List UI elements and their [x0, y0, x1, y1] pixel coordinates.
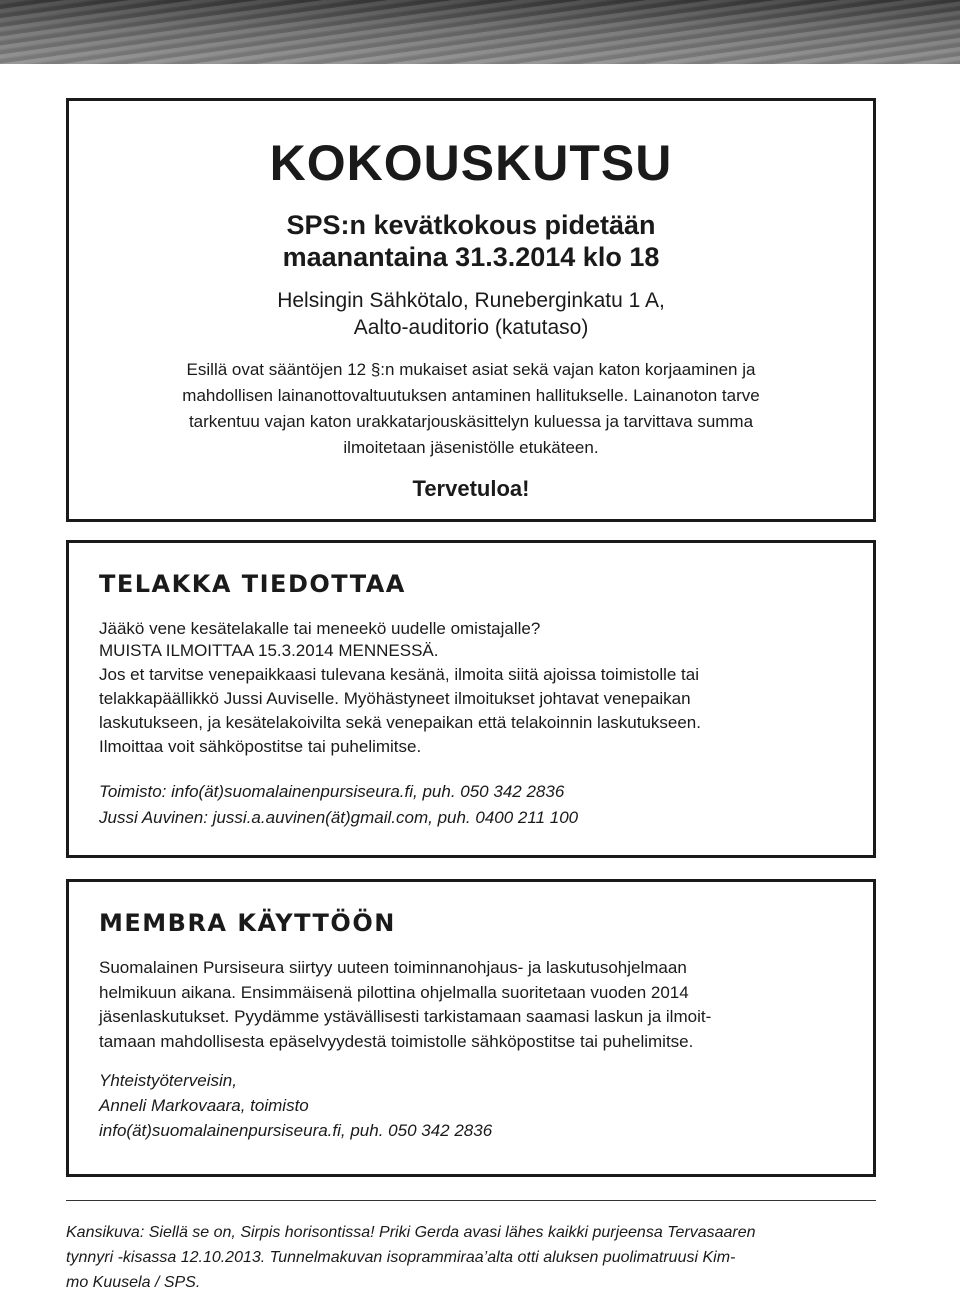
telakka-line: Jos et tarvitse venepaikkaasi tulevana kesänä, ilmoita siitä ajoissa toimistolle tai — [99, 665, 700, 684]
cover-caption — [66, 1220, 878, 1295]
agenda-line: mahdollisen lainanottovaltuutuksen antaminen hallitukselle. Lainanoton tarve — [182, 386, 760, 405]
membra-line: helmikuun aikana. Ensimmäisenä pilottina ohjelmalla suoritetaan vuoden 2014 — [99, 982, 689, 1002]
agenda-line: tarkentuu vajan katon urakkatarjouskäsittelyn kuluessa ja tarvittava summa — [188, 412, 754, 431]
meeting-date-line-1: SPS:n kevätkokous pidetään — [286, 210, 656, 240]
telakka-contacts — [99, 779, 843, 831]
caption-line: tynnyri -kisassa 12.10.2013. Tunnelmakuvan isoprammiraa’alta otti aluksen puolimatruusi Kim- — [66, 1249, 736, 1266]
membra-signature — [99, 1068, 843, 1143]
membra-line: jäsenlaskutukset. Pyydämme ystävällisesti tarkistamaan saamasi laskun ja ilmoit- — [99, 1007, 712, 1026]
membra-notice-box — [66, 879, 876, 1177]
meeting-agenda-text — [99, 357, 843, 461]
cover-photo-strip — [0, 0, 960, 64]
caption-divider — [66, 1200, 876, 1201]
office-contact: Toimisto: info(ät)suomalainenpursiseura.fi, puh. 050 342 2836 — [99, 782, 565, 801]
signature-line: info(ät)suomalainenpursiseura.fi, puh. 050 342 2836 — [99, 1121, 493, 1140]
telakka-body — [99, 639, 843, 759]
membra-body — [99, 956, 843, 1054]
meeting-invitation-box — [66, 98, 876, 522]
telakka-line: MUISTA ILMOITTAA 15.3.2014 MENNESSÄ. — [99, 641, 439, 660]
agenda-line: Esillä ovat sääntöjen 12 §:n mukaiset asiat sekä vajan katon korjaaminen ja — [186, 360, 756, 379]
telakka-line: telakkapäällikkö Jussi Auviselle. Myöhästyneet ilmoitukset johtavat venepaikan — [99, 689, 691, 708]
signature-line: Anneli Markovaara, toimisto — [99, 1096, 309, 1115]
caption-line: mo Kuusela / SPS. — [66, 1274, 201, 1291]
telakka-line: laskutukseen, ja kesätelakoivilta sekä venepaikan että telakoinnin laskutukseen. — [99, 713, 701, 732]
page-title: KOKOUSKUTSU — [269, 135, 673, 191]
telakka-heading: TELAKKA TIEDOTTAA — [99, 570, 406, 598]
meeting-date-heading — [69, 209, 873, 273]
membra-heading: MEMBRA KÄYTTÖÖN — [99, 909, 396, 937]
telakka-notice-box — [66, 540, 876, 858]
meeting-date-line-2: maanantaina 31.3.2014 klo 18 — [282, 242, 660, 272]
welcome-text: Tervetuloa! — [412, 476, 530, 501]
telakka-question: Jääkö vene kesätelakalle tai meneekö uudelle omistajalle? — [99, 619, 541, 638]
jussi-contact: Jussi Auvinen: jussi.a.auvinen(ät)gmail.com, puh. 0400 211 100 — [99, 808, 579, 827]
signature-line: Yhteistyöterveisin, — [99, 1071, 237, 1090]
meeting-venue — [69, 287, 873, 341]
telakka-line: Ilmoittaa voit sähköpostitse tai puhelimitse. — [99, 737, 422, 756]
membra-line: tamaan mahdollisesta epäselvyydestä toimistolle sähköpostitse tai puhelimitse. — [99, 1031, 694, 1051]
venue-line-2: Aalto-auditorio (katutaso) — [353, 316, 589, 339]
agenda-line: ilmoitetaan jäsenistölle etukäteen. — [343, 438, 599, 457]
membra-line: Suomalainen Pursiseura siirtyy uuteen toiminnanohjaus- ja laskutusohjelmaan — [99, 958, 687, 977]
venue-line-1: Helsingin Sähkötalo, Runeberginkatu 1 A, — [277, 289, 665, 312]
caption-line: Kansikuva: Siellä se on, Sirpis horisontissa! Priki Gerda avasi lähes kaikki purjeensa Tervasaaren — [66, 1224, 756, 1241]
